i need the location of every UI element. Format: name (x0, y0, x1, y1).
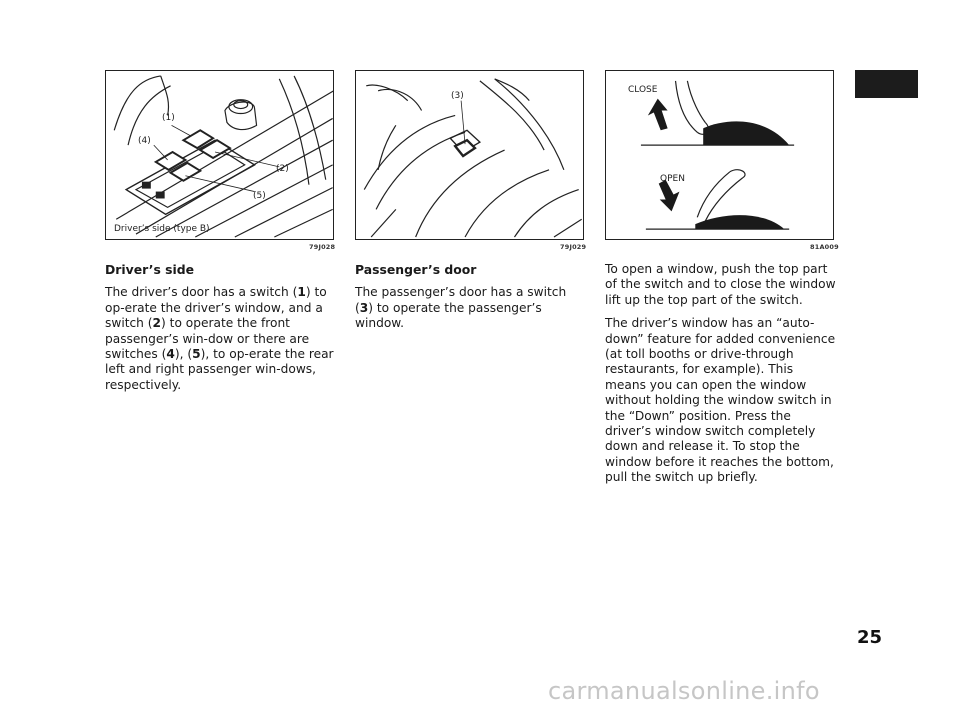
open-label: OPEN (660, 174, 685, 184)
driver-switch-illustration (106, 71, 333, 239)
section-heading: Passenger’s door (355, 262, 477, 277)
text-run: ) to operate the passenger’s window. (355, 300, 542, 331)
figure-code-passenger: 79J029 (560, 243, 587, 251)
passenger-switch-illustration (356, 71, 583, 239)
figure-code-driver: 79J028 (309, 243, 336, 251)
figure-code-openclose: 81A009 (810, 243, 839, 251)
callout-2: (2) (276, 164, 289, 174)
driver-switch-figure (105, 70, 334, 240)
page-number: 25 (857, 627, 883, 648)
body-paragraph: To open a window, push the top part of the switch and to close the window lift up the top part of the switch. (605, 262, 836, 307)
text-run: The passenger’s door has a switch ( (355, 285, 567, 315)
body-paragraph (355, 285, 587, 331)
figure-caption: Driver’s side (type B) (114, 224, 210, 234)
section-heading: Driver’s side (105, 262, 195, 277)
passenger-switch-figure (355, 70, 584, 240)
close-label: CLOSE (628, 85, 658, 95)
window-operation-section (605, 262, 837, 494)
text-run: ) to operate the front passenger’s win-dow or there are switches ( (105, 316, 310, 362)
text-run: ), to op-erate the rear left and right passenger win-dows, respectively. (105, 347, 334, 392)
body-paragraph: The driver’s window has an “auto-down” feature for added convenience (at toll booths or drive-through restaurants, for example). This means you can open the window without holding the window switch in the “Down” position. Press the driver’s window switch completely down and release it. To stop the window before it reaches the bottom, pull the switch up briefly. (605, 316, 836, 485)
callout-1: (1) (162, 113, 175, 123)
ref-number: 4 (166, 347, 175, 362)
open-close-illustration (606, 71, 833, 239)
body-paragraph (105, 285, 337, 393)
text-run: ), ( (174, 347, 193, 362)
callout-3: (3) (451, 91, 464, 101)
ref-number: 5 (192, 347, 201, 362)
driver-side-section (105, 262, 337, 401)
text-run: ) to op-erate the driver’s window, and a switch ( (105, 285, 327, 331)
text-run: The driver’s door has a switch ( (105, 285, 298, 300)
passenger-door-section (355, 262, 587, 340)
section-tab-marker (855, 70, 918, 98)
open-close-figure (605, 70, 834, 240)
ref-number: 1 (297, 285, 306, 300)
ref-number: 2 (152, 316, 162, 331)
watermark: carmanualsonline.info (548, 677, 820, 705)
callout-4: (4) (138, 136, 151, 146)
ref-number: 3 (359, 300, 369, 315)
callout-5: (5) (253, 191, 266, 201)
